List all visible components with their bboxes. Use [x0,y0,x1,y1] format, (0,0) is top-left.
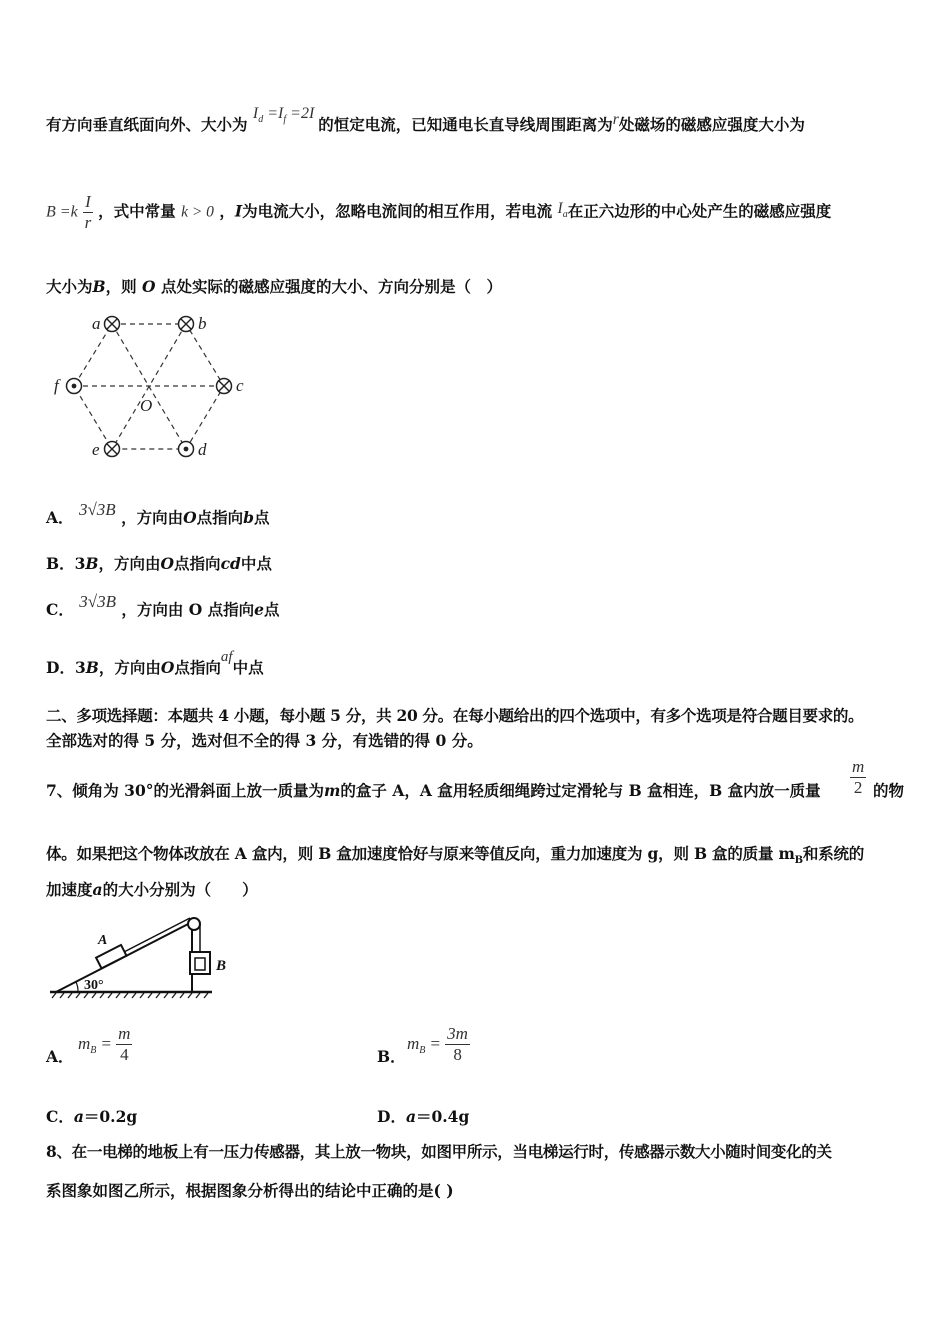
wire-e-in-icon [105,442,120,457]
label-o: O [140,396,153,415]
label-c: c [236,376,244,395]
q6-line1: 有方向垂直纸面向外、大小为 $I_d =I_f =2I$ 的恒定电流，已知通电长直导线周围距离为r处磁场的磁感应强度大小为 [46,105,805,134]
label-a: a [92,314,101,333]
wire-a-in-icon [105,317,120,332]
q7-line2: 体。如果把这个物体改放在 A 盒内，则 B 盒加速度恰好与原来等值反向，重力加速度为 g，则 B 盒的质量 $m_B$和系统的 [46,844,865,866]
q7-option-c[interactable]: C．a＝0.2g [46,1107,138,1126]
q7-fraction-m-over-2: $\frac{m}{2}$ [852,757,865,797]
label-block-b: B [216,958,227,974]
label-f: f [54,376,59,395]
wire-f-out-icon [67,379,82,394]
q8-line1: 8、在一电梯的地板上有一压力传感器，其上放一物块，如图甲所示，当电梯运行时，传感器示数大小随时间变化的关 [46,1142,832,1161]
section2-line1: 二、多项选择题：本题共 4 小题，每小题 5 分，共 20 分。在每小题给出的四个选项中，有多个选项是符合题目要求的。 [46,706,864,725]
q7-option-a-formula: $m_B$ = $\frac{m}{4}$ [78,1024,131,1064]
q6-current-expr: $I_d =I_f =2I$ [252,105,315,125]
q7-option-b-label[interactable]: B． [377,1047,406,1066]
q6-option-a[interactable]: A． 3√3B ，方向由O点指向b点 [46,500,270,527]
label-d: d [198,440,207,459]
q6-text: 有方向垂直纸面向外、大小为 [46,115,248,134]
formula-b: B =k [46,203,78,221]
wire-c-in-icon [217,379,232,394]
incline-pulley-figure [46,912,246,1004]
q7-line1: 7、倾角为 30°的光滑斜面上放一质量为m的盒子 A，A 盒用轻质细绳跨过定滑轮与 B 盒相连，B 盒内放一质量 [46,781,821,800]
q6-line2: B =k $\frac{I}{r}$ ，式中常量 k > 0 ，I为电流大小，忽略电流间的相互作用，若电流 $I_a$在正六边形的中心处产生的磁感应强度 [46,192,832,232]
q7-option-b-formula: $m_B$ = $\frac{3m}{8}$ [407,1024,468,1064]
label-block-a: A [98,933,108,948]
pulley-icon [188,918,200,930]
section2-line2: 全部选对的得 5 分，选对但不全的得 3 分，有选错的得 0 分。 [46,731,483,750]
label-b: b [198,314,207,333]
hexagon-diagram [48,308,258,466]
q7-line1-end: 的物 [873,781,905,800]
block-a [96,945,126,968]
q6-option-d[interactable]: D．3B，方向由O点指向af中点 [46,649,264,677]
label-e: e [92,440,100,459]
label-angle: 30° [84,978,104,993]
q7-option-d[interactable]: D．a＝0.4g [377,1107,470,1126]
q8-line2: 系图象如图乙所示，根据图象分析得出的结论中正确的是( ) [46,1181,454,1200]
q6-line3: 大小为B，则 O 点处实际的磁感应强度的大小、方向分别是（ ） [46,277,502,296]
q6-option-b[interactable]: B．3B，方向由O点指向cd中点 [46,554,272,573]
wire-b-in-icon [179,317,194,332]
wire-d-out-icon [179,442,194,457]
rope-a [124,918,190,952]
q7-option-a-label[interactable]: A． [46,1047,74,1066]
q7-line3: 加速度a的大小分别为（ ） [46,880,258,899]
q6-option-c[interactable]: C． 3√3B ，方向由 O 点指向e点 [46,592,280,619]
fraction-i-over-r: $\frac{I}{r}$ [84,192,92,232]
